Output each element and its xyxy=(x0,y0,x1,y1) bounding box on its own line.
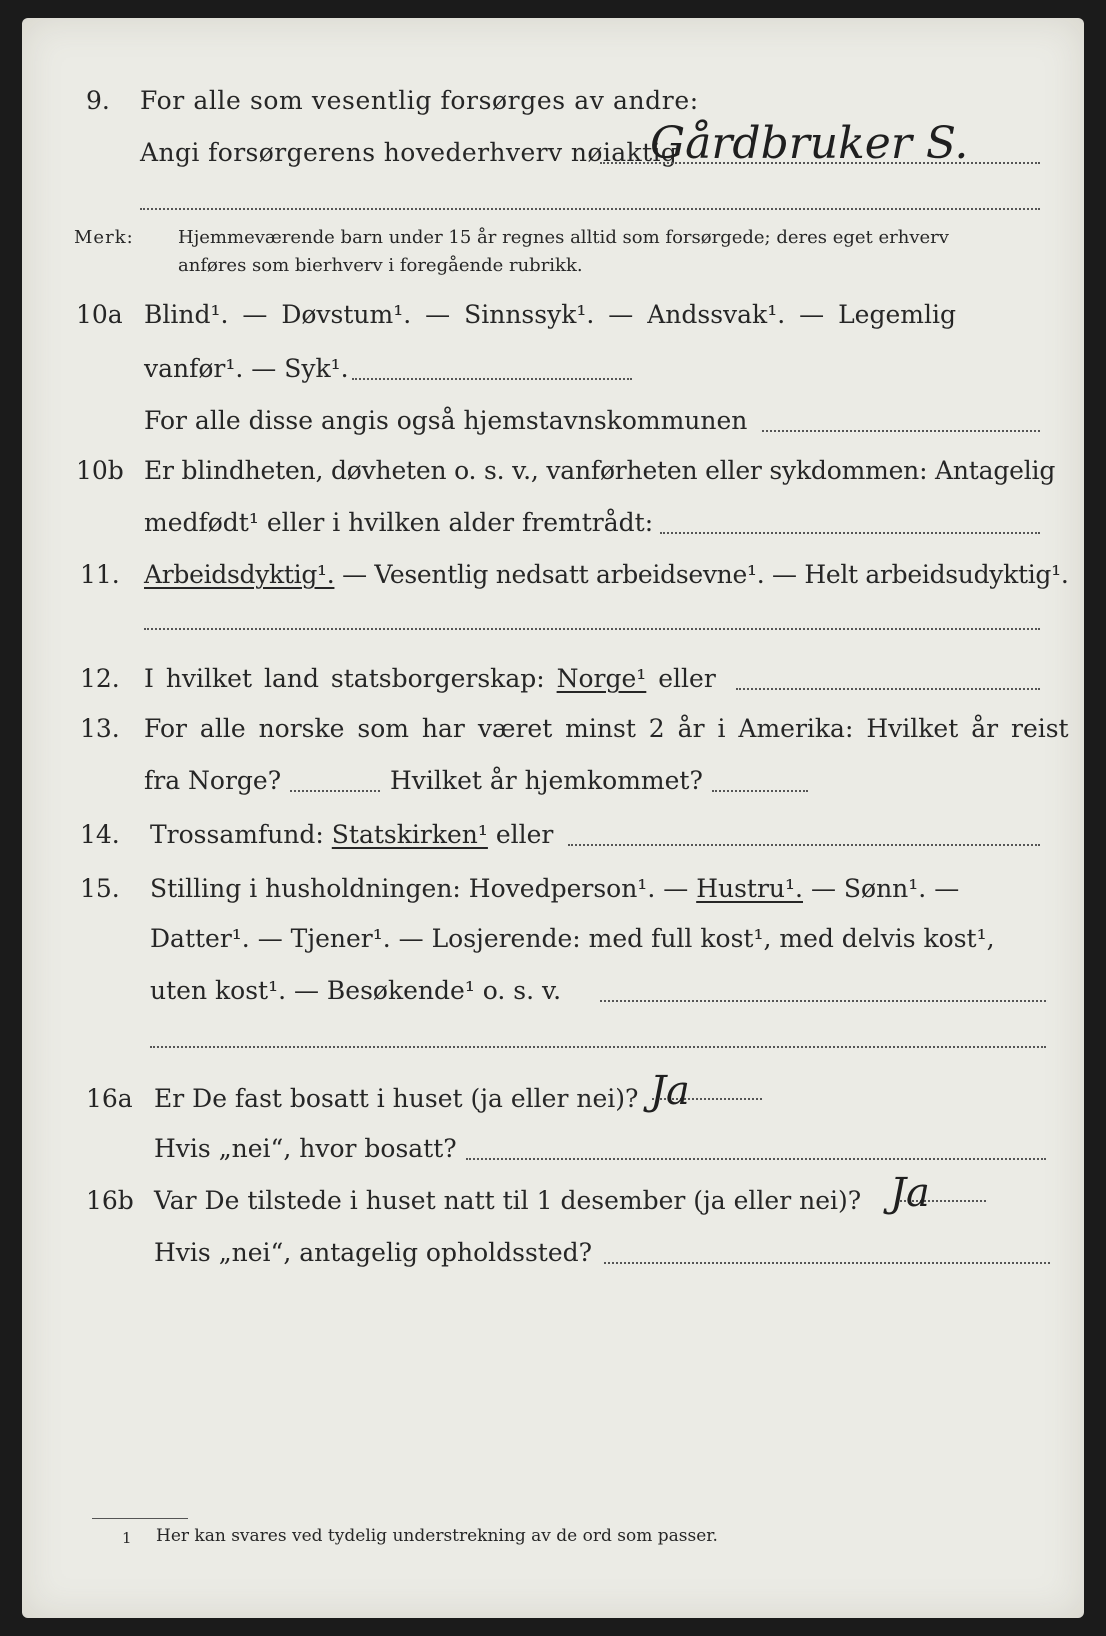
q16a-handwritten-answer: Ja xyxy=(650,1068,690,1114)
q10a-line2: vanfør¹. — Syk¹. xyxy=(144,354,349,383)
q10a-line1: Blind¹. — Døvstum¹. — Sinnssyk¹. — Andssvak¹. — Legemlig xyxy=(144,300,956,329)
q12-other-country-line[interactable] xyxy=(736,688,1040,690)
q14-prefix: Trossamfund: xyxy=(150,820,324,849)
q13-line2b: Hvilket år hjemkommet? xyxy=(390,766,703,795)
q15-number: 15. xyxy=(80,874,120,903)
q16b-line1: Var De tilstede i huset natt til 1 desember (ja eller nei)? xyxy=(154,1186,862,1215)
q11-extra-line[interactable] xyxy=(144,628,1040,630)
q10b-age-line[interactable] xyxy=(660,532,1040,534)
q13-departure-year-line[interactable] xyxy=(290,790,380,792)
q13-number: 13. xyxy=(80,714,120,743)
q13-line2a: fra Norge? xyxy=(144,766,282,795)
q15-line3: uten kost¹. — Besøkende¹ o. s. v. xyxy=(150,976,562,1005)
q12-suffix: eller xyxy=(646,664,716,693)
q10a-line3: For alle disse angis også hjemstavnskommunen xyxy=(144,406,748,435)
q15-other-line[interactable] xyxy=(600,1000,1046,1002)
q10b-number: 10b xyxy=(76,456,124,485)
q15-line1 xyxy=(150,874,959,904)
q10b-line2: medfødt¹ eller i hvilken alder fremtrådt: xyxy=(144,508,654,537)
q16b-line2: Hvis „nei“, antagelig opholdssted? xyxy=(154,1238,593,1267)
q12-number: 12. xyxy=(80,664,120,693)
q9-line1: For alle som vesentlig forsørges av andre: xyxy=(140,86,699,115)
merk-line1: Hjemmeværende barn under 15 år regnes alltid som forsørgede; deres eget erhverv xyxy=(178,227,949,248)
q14-suffix: eller xyxy=(487,820,554,849)
q10b-line1: Er blindheten, døvheten o. s. v., vanførheten eller sykdommen: Antagelig xyxy=(144,456,1056,485)
q10a-number: 10a xyxy=(76,300,123,329)
q12-option-norge[interactable]: Norge¹ xyxy=(556,664,647,693)
q13-return-year-line[interactable] xyxy=(712,790,808,792)
q9-line2: Angi forsørgerens hovederhverv nøiaktig xyxy=(140,138,678,167)
q14-number: 14. xyxy=(80,820,120,849)
q15-option-hustru[interactable]: Hustru¹. xyxy=(696,874,803,903)
q9-number: 9. xyxy=(86,86,110,115)
q16a-residence-line[interactable] xyxy=(466,1158,1046,1160)
q11-line xyxy=(144,560,1069,590)
q10a-home-municipality-line[interactable] xyxy=(762,430,1040,432)
q16b-handwritten-answer: Ja xyxy=(890,1170,930,1216)
q16b-whereabouts-line[interactable] xyxy=(604,1262,1050,1264)
q10a-sick-line[interactable] xyxy=(352,378,632,380)
merk-label: Merk: xyxy=(74,227,134,248)
q11-option-arbeidsdyktig[interactable]: Arbeidsdyktig¹. xyxy=(144,560,335,589)
q15-line2: Datter¹. — Tjener¹. — Losjerende: med full kost¹, med delvis kost¹, xyxy=(150,924,995,953)
q16a-line1: Er De fast bosatt i huset (ja eller nei)? xyxy=(154,1084,639,1113)
q12-prefix: I hvilket land statsborgerskap: xyxy=(144,664,545,693)
q12-line xyxy=(144,664,716,694)
q11-number: 11. xyxy=(80,560,120,589)
q14-other-faith-line[interactable] xyxy=(568,844,1040,846)
merk-line2: anføres som bierhverv i foregående rubrikk. xyxy=(178,255,583,276)
q15-line1b: — Sønn¹. — xyxy=(810,874,960,903)
q11-rest: — Vesentlig nedsatt arbeidsevne¹. — Helt arbeidsudyktig¹. xyxy=(334,560,1069,589)
q15-extra-line[interactable] xyxy=(150,1046,1046,1048)
q15-line1a: Stilling i husholdningen: Hovedperson¹. — xyxy=(150,874,689,903)
q14-option-statskirken[interactable]: Statskirken¹ xyxy=(331,820,488,849)
q14-line xyxy=(150,820,553,850)
q9-handwritten-answer: Gårdbruker S. xyxy=(650,118,969,169)
q16b-number: 16b xyxy=(86,1186,134,1215)
footnote-text: Her kan svares ved tydelig understrekning av de ord som passer. xyxy=(156,1526,718,1546)
q16a-line2: Hvis „nei“, hvor bosatt? xyxy=(154,1134,457,1163)
q16a-number: 16a xyxy=(86,1084,133,1113)
q13-line1: For alle norske som har været minst 2 år i Amerika: Hvilket år reist xyxy=(144,714,1069,743)
footnote-rule xyxy=(92,1518,188,1519)
footnote-mark: 1 xyxy=(122,1529,132,1547)
q9-extra-line[interactable] xyxy=(140,208,1040,210)
